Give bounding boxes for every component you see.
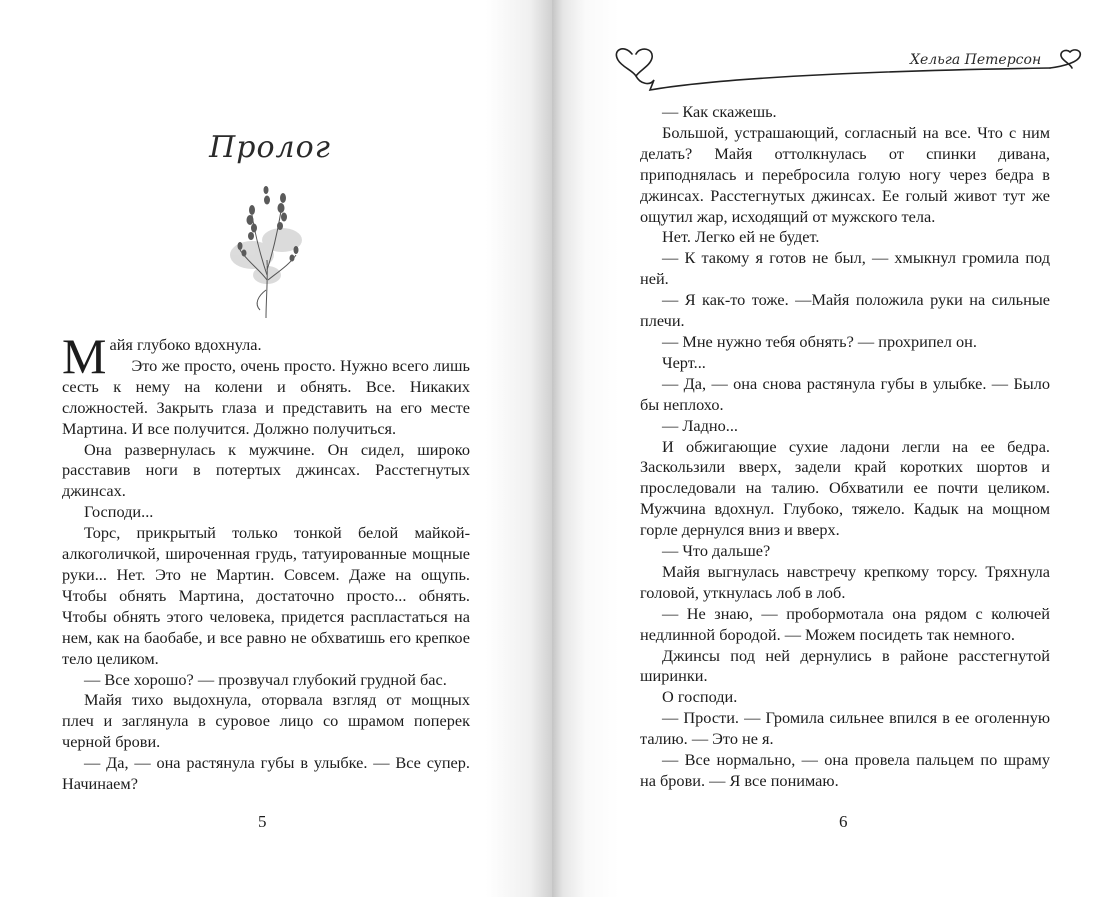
paragraph: Торс, прикрытый только тонкой белой майкой-алкоголичкой, широченная грудь, татуированные мощные руки... Нет. Это не Мартин. Совсем. Даже на ощупь. Чтобы обнять Мартина, достаточно просто... обнять. Чтобы обнять этого человека, придется распластаться на нем, как на баобабе, и все равно не обхватишь его крепкое тело целиком.: [62, 523, 470, 668]
heart-flourish-ornament: [610, 40, 1090, 102]
paragraph: — Да, — она снова растянула губы в улыбке. — Было бы неплохо.: [640, 373, 1050, 414]
paragraph: — Да, — она растянула губы в улыбке. — Все супер. Начинаем?: [62, 753, 470, 794]
paragraph: Она развернулась к мужчине. Он сидел, широко расставив ноги в потертых джинсах. Расстегнутых джинсах.: [62, 439, 470, 501]
paragraph: — Что дальше?: [662, 541, 771, 561]
paragraph: Черт...: [662, 352, 706, 372]
paragraph: — К такому я готов не был, — хмыкнул громила под ней.: [640, 248, 1050, 289]
paragraph: Господи...: [84, 502, 154, 522]
paragraph: — Мне нужно тебя обнять? — прохрипел он.: [662, 331, 977, 351]
paragraph: Майя глубоко вдохнула.: [62, 328, 262, 384]
paragraph: — Все хорошо? — прозвучал глубокий грудной бас.: [84, 669, 447, 689]
paragraph: — Я как-то тоже. —Майя положила руки на сильные плечи.: [640, 290, 1050, 331]
right-page: [552, 0, 1111, 897]
left-page-text: [62, 328, 470, 795]
paragraph: Большой, устрашающий, согласный на все. Что с ним делать? Майя оттолкнулась от спинки дивана, приподнялась и перебросила голую ногу через бедра в джинсах. Расстегнутых джинсах. Ее голый живот тут же ощутил жар, исходящий от мужского тела.: [640, 122, 1050, 226]
paragraph: — Прости. — Громила сильнее впился в ее оголенную талию. — Это не я.: [640, 708, 1050, 749]
paragraph: Это же просто, очень просто. Нужно всего лишь сесть к нему на колени и обнять. Все. Никаких сложностей. Закрыть глаза и представить на его месте Мартина. И все получится. Должно получиться.: [62, 355, 470, 438]
paragraph: Майя выгнулась навстречу крепкому торсу. Тряхнула головой, уткнулась лоб в лоб.: [640, 561, 1050, 602]
page-number: 5: [258, 812, 267, 831]
lavender-illustration: [222, 180, 312, 320]
paragraph: — Не знаю, — пробормотала она рядом с колючей недлинной бородой. — Можем посидеть так немного.: [640, 603, 1050, 644]
paragraph: И обжигающие сухие ладони легли на ее бедра. Заскользили вверх, задели край коротких шортов и проследовали на талию. Обхватили ее почти целиком. Мужчина вдохнул. Глубоко, тяжело. Кадык на мощном горле дернулся вниз и вверх.: [640, 436, 1050, 540]
paragraph: — Все нормально, — она провела пальцем по шраму на брови. — Я все понимаю.: [640, 750, 1050, 790]
chapter-title: Пролог: [209, 130, 331, 165]
paragraph: Нет. Легко ей не будет.: [662, 227, 820, 247]
paragraph: Майя тихо выдохнула, оторвала взгляд от мощных плеч и заглянула в суровое лицо со шрамом поперек черной брови.: [62, 690, 470, 752]
page-number: 6: [839, 812, 848, 831]
paragraph: О господи.: [662, 687, 738, 707]
paragraph: — Ладно...: [662, 415, 738, 435]
header-author: Хельга Петерсон: [910, 52, 1042, 68]
right-page-text: [640, 102, 1050, 792]
paragraph: — Как скажешь.: [662, 102, 777, 121]
left-page: [0, 0, 552, 897]
paragraph: Джинсы под ней дернулись в районе расстегнутой ширинки.: [640, 645, 1050, 686]
dropcap: М: [62, 328, 107, 384]
